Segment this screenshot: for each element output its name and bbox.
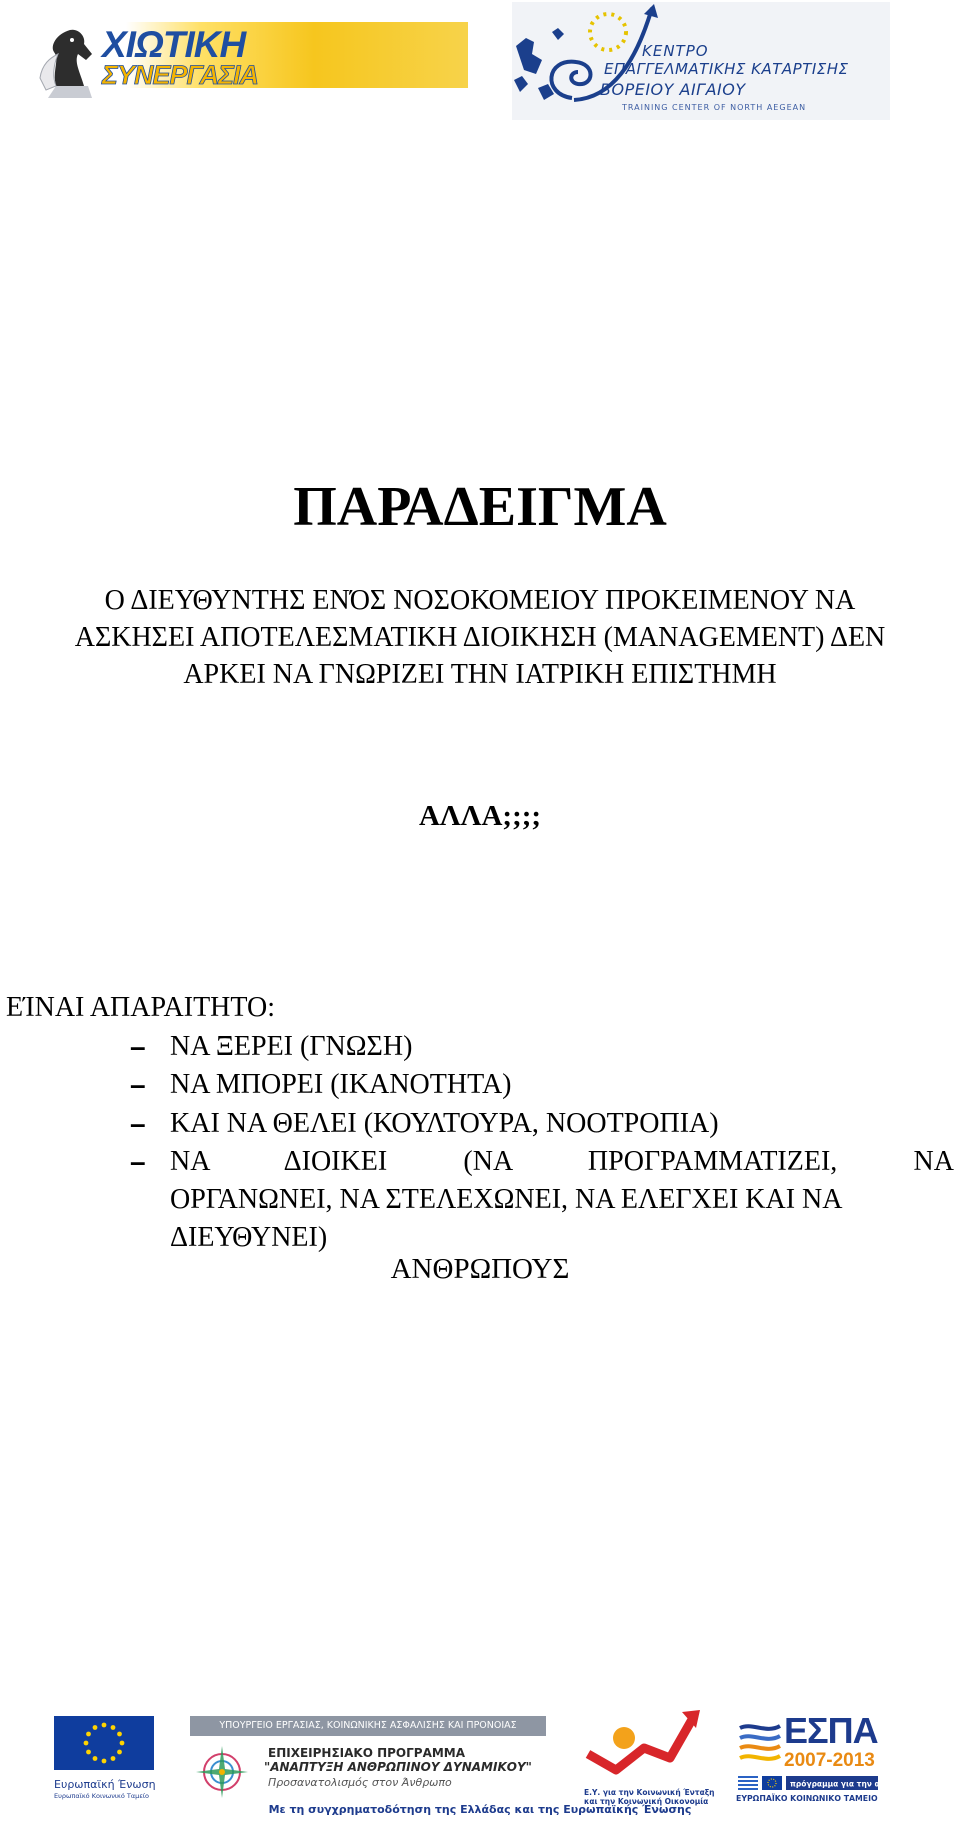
logo-text-vocational-training: ΕΠΑΓΓΕΛΜΑΤΙΚΗΣ ΚΑΤΑΡΤΙΣΗΣ (604, 60, 849, 78)
espa-slogan: πρόγραμμα για την ανάπτυξη (790, 1779, 916, 1789)
intro-line: ΑΣΚΗΣΕΙ ΑΠΟΤΕΛΕΣΜΑΤΙΚΗ ΔΙΟΙΚΗΣΗ (MANAGEMENT) ΔΕΝ (74, 622, 886, 653)
intro-line: Ο ΔΙΕΥΘΥΝΤΗΣ ΕΝΌΣ ΝΟΣΟΚΟΜΕΙΟΥ ΠΡΟΚΕΙΜΕΝΟΥ ΝΑ (104, 585, 856, 616)
programme-line1: ΕΠΙΧΕΙΡΗΣΙΑΚΟ ΠΡΟΓΡΑΜΜΑ (268, 1746, 466, 1760)
operational-programme-logo (190, 1700, 548, 1800)
european-union-logo (54, 1700, 156, 1800)
list-item-text: ΚΑΙ ΝΑ ΘΕΛΕΙ (ΚΟΥΛΤΟΥΡΑ, ΝΟΟΤΡΟΠΙΑ) (170, 1108, 719, 1139)
training-center-north-aegean-logo (512, 2, 890, 120)
social-fund-line2: και την Κοινωνική Οικονομία (584, 1797, 709, 1806)
programme-line2: "ΑΝΑΠΤΥΞΗ ΑΝΘΡΩΠΙΝΟΥ ΔΥΝΑΜΙΚΟΥ" (264, 1760, 532, 1774)
list-item-text: ΝΑ ΞΕΡΕΙ (ΓΝΩΣΗ) (170, 1031, 413, 1062)
greek-eu-flags-icon (738, 1776, 916, 1791)
growth-arrow-icon (582, 1710, 700, 1784)
people-text: ΑΝΘΡΩΠΟΥΣ (390, 1253, 570, 1285)
bullet-dash: – (130, 1108, 146, 1139)
chess-knight-icon (34, 24, 106, 100)
logo-text-north-aegean: ΒΟΡΕΙΟΥ ΑΙΓΑΙΟΥ (600, 80, 746, 99)
compass-icon (194, 1744, 250, 1800)
espa-wordmark: ΕΣΠΑ (784, 1710, 878, 1751)
logo-text-training-center-en: TRAINING CENTER OF NORTH AEGEAN (622, 103, 807, 112)
list-item-text (170, 1143, 954, 1257)
list-item-text: ΝΑ ΜΠΟΡΕΙ (ΙΚΑΝΟΤΗΤΑ) (170, 1069, 512, 1100)
bullet-dash: – (130, 1031, 146, 1062)
ministry-bar: ΥΠΟΥΡΓΕΙΟ ΕΡΓΑΣΙΑΣ, ΚΟΙΝΩΝΙΚΗΣ ΑΣΦΑΛΙΣΗΣ ΚΑΙ ΠΡΟΝΟΙΑΣ (190, 1716, 546, 1736)
espa-fund-caption: ΕΥΡΩΠΑΪΚΟ ΚΟΙΝΩΝΙΚΟ ΤΑΜΕΙΟ (736, 1794, 878, 1803)
logo-text-synergasia: ΣΥΝΕΡΓΑΣΙΑ (102, 60, 259, 90)
eu-subcaption: Ευρωπαϊκό Κοινωνικό Ταμείο (54, 1792, 150, 1800)
programme-line3: Προσανατολισμός στον Άνθρωπο (268, 1776, 452, 1789)
espa-logo (736, 1700, 916, 1803)
logo-text-kentro: ΚΕΝΤΡΟ (642, 42, 709, 60)
list-item-line: ΟΡΓΑΝΩΝΕΙ, ΝΑ ΣΤΕΛΕΧΩΝΕΙ, ΝΑ ΕΛΕΓΧΕΙ ΚΑΙ ΝΑ (170, 1184, 843, 1215)
chiotiki-synergasia-logo (34, 20, 434, 100)
intro-line: ΑΡΚΕΙ ΝΑ ΓΝΩΡΙΖΕΙ ΤΗΝ ΙΑΤΡΙΚΗ ΕΠΙΣΤΗΜΗ (183, 659, 777, 690)
cofunding-statement: Με τη συγχρηματοδότηση της Ελλάδας και της Ευρωπαϊκής Ένωσης (268, 1803, 692, 1816)
social-fund-line1: Ε.Υ. για την Κοινωνική Ένταξη (584, 1788, 715, 1797)
but-heading: ΑΛΛΑ;;;; (418, 800, 542, 832)
eu-caption: Ευρωπαϊκή Ένωση (54, 1778, 156, 1791)
logo-text-chiotiki: ΧΙΩΤΙΚΗ (102, 24, 246, 65)
espa-years: 2007-2013 (784, 1750, 875, 1771)
requirement-heading: ΕΊΝΑΙ ΑΠΑΡΑΙΤΗΤΟ: (6, 992, 275, 1023)
intro-paragraph (0, 582, 960, 693)
espa-waves-icon (738, 1720, 782, 1764)
social-inclusion-logo (578, 1700, 715, 1806)
bullet-dash: – (130, 1146, 146, 1177)
page-title: ΠΑΡΑΔΕΙΓΜΑ (293, 476, 667, 538)
bullet-dash: – (130, 1069, 146, 1100)
list-item-line: ΝΑ ΔΙΟΙΚΕΙ (ΝΑ ΠΡΟΓΡΑΜΜΑΤΙΖΕΙ, ΝΑ (170, 1146, 954, 1177)
eu-flag-icon (54, 1716, 154, 1770)
list-item-line: ΔΙΕΥΘΥΝΕΙ) (170, 1222, 328, 1253)
